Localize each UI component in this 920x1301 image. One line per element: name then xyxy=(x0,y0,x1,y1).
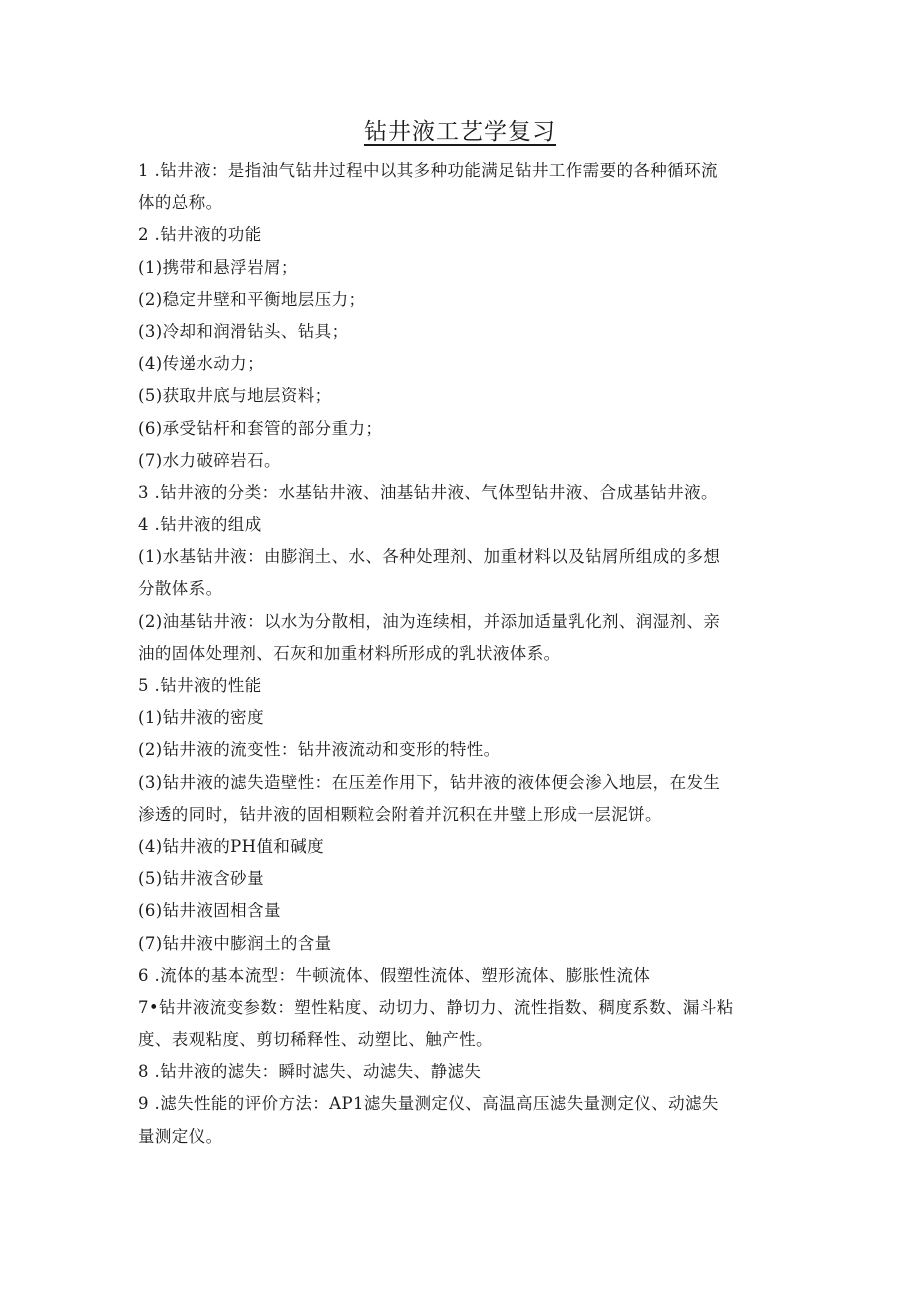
text-line: (6)承受钻杆和套管的部分重力； xyxy=(138,418,383,438)
text-line: (5)获取井底与地层资料； xyxy=(138,386,332,406)
text-line: (6)钻井液固相含量 xyxy=(138,901,281,921)
text-line: 3 .钻井液的分类：水基钻井液、油基钻井液、气体型钻井液、合成基钻井液。 xyxy=(138,482,718,502)
document-body xyxy=(138,155,788,1153)
text-line: 6 .流体的基本流型：牛顿流体、假塑性流体、塑形流体、膨胀性流体 xyxy=(138,965,651,985)
text-line: 8 .钻井液的滤失：瞬时滤失、动滤失、静滤失 xyxy=(138,1062,482,1082)
text-line: (7)钻井液中膨润土的含量 xyxy=(138,933,332,953)
text-line: 7•钻井液流变参数：塑性粘度、动切力、静切力、流性指数、稠度系数、漏斗粘 xyxy=(138,997,734,1017)
text-line: (4)钻井液的PH值和碱度 xyxy=(138,836,325,856)
text-line: 渗透的同时，钻井液的固相颗粒会附着并沉积在井璧上形成一层泥饼。 xyxy=(138,804,662,824)
text-line: 1 .钻井液：是指油气钻井过程中以其多种功能满足钻井工作需要的各种循环流 xyxy=(138,161,718,180)
text-line: (5)钻井液含砂量 xyxy=(138,869,264,889)
text-line: 量测定仪。 xyxy=(138,1126,223,1146)
text-line: (2)油基钻井液：以水为分散相，油为连续相，并添加适量乳化剂、润湿剂、亲 xyxy=(138,611,721,631)
text-line: (4)传递水动力； xyxy=(138,354,264,374)
text-line: (7)水力破碎岩石。 xyxy=(138,450,281,470)
text-line: 分散体系。 xyxy=(138,579,223,599)
text-line: (1)水基钻井液：由膨润土、水、各种处理剂、加重材料以及钻屑所组成的多想 xyxy=(138,547,721,567)
text-line: (1)钻井液的密度 xyxy=(138,708,264,728)
text-line: 2 .钻井液的功能 xyxy=(138,225,262,245)
text-line: 油的固体处理剂、石灰和加重材料所形成的乳状液体系。 xyxy=(138,643,561,663)
text-line: (3)冷却和润滑钻头、钻具； xyxy=(138,321,349,341)
document-title: 钻井液工艺学复习 xyxy=(364,119,556,145)
text-line: 体的总称。 xyxy=(138,193,223,213)
text-line: (1)携带和悬浮岩屑； xyxy=(138,257,298,277)
text-line: 9 .滤失性能的评价方法：AP1滤失量测定仪、高温高压滤失量测定仪、动滤失 xyxy=(138,1094,719,1114)
text-line: 5 .钻井液的性能 xyxy=(138,676,262,695)
text-line: 4 .钻井液的组成 xyxy=(138,515,262,535)
text-line: (2)稳定井壁和平衡地层压力； xyxy=(138,289,366,309)
text-line: (2)钻井液的流变性：钻井液流动和变形的特性。 xyxy=(138,740,501,760)
text-line: (3)钻井液的滤失造壁性：在压差作用下，钻井液的液体便会渗入地层，在发生 xyxy=(138,772,721,792)
text-line: 度、表观粘度、剪切稀释性、动塑比、触产性。 xyxy=(138,1030,493,1050)
